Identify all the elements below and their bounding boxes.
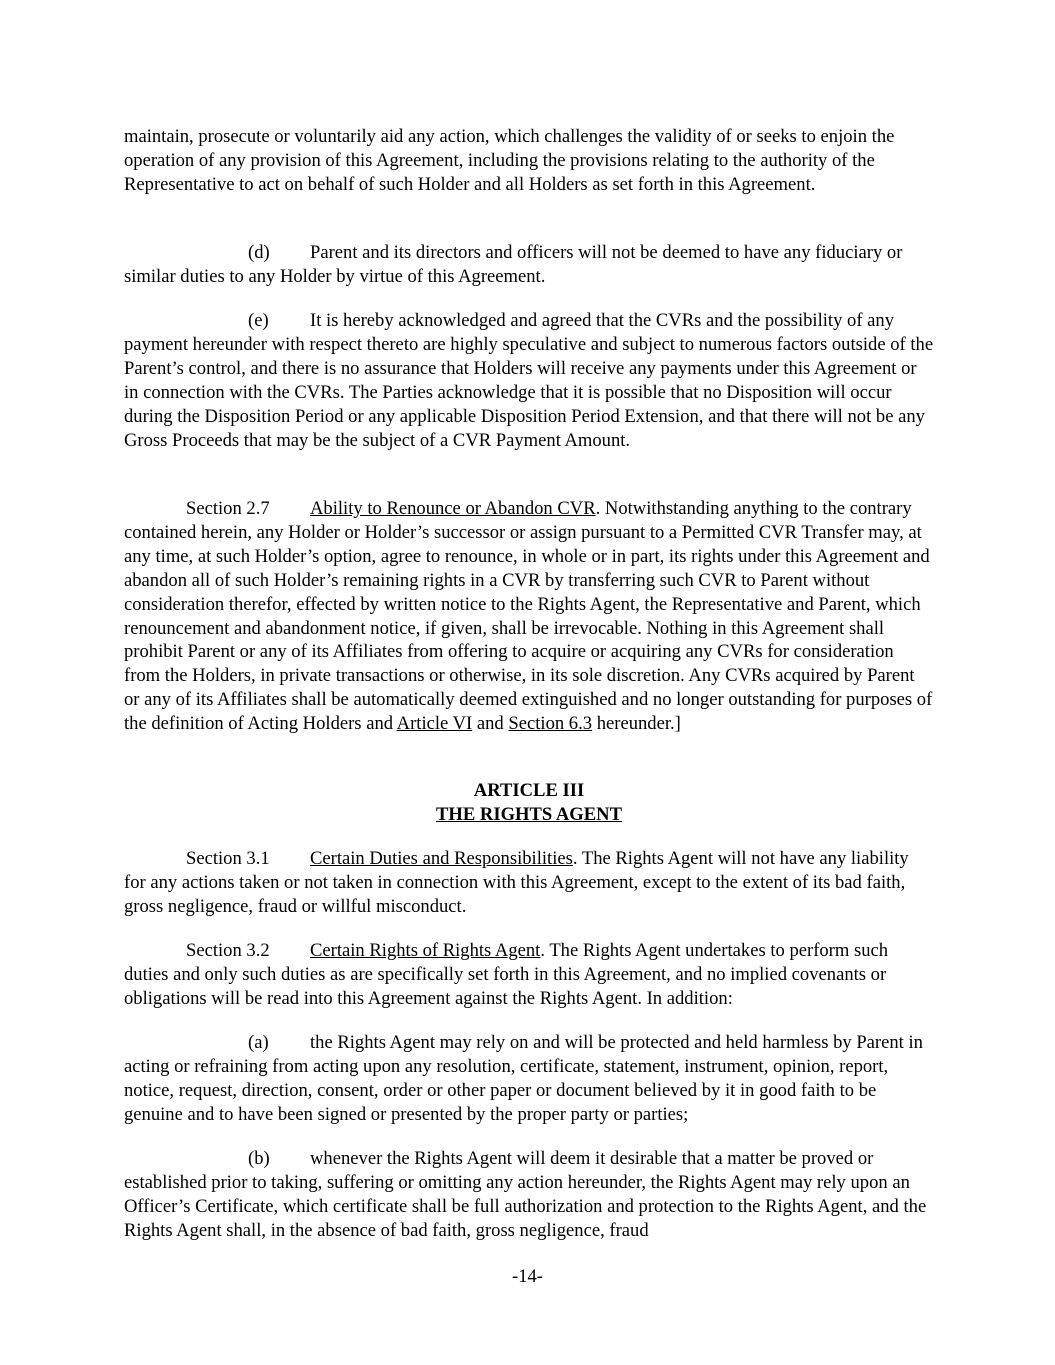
paragraph-3-2-a-text: the Rights Agent may rely on and will be protected and held harmless by Parent in acting or refraining from acting upon any resolution, certificate, statement, instrument, opinion, report, notice, request, direction, consent, order or other paper or document believed by it in good faith to be genuine and to have been signed or presented by the proper party or parties; [124, 1032, 923, 1125]
paragraph-3-2-b-marker: (b) [248, 1148, 270, 1169]
section-2-7-title: Ability to Renounce or Abandon CVR [310, 498, 596, 519]
paragraph-3-2-b [124, 1147, 934, 1243]
paragraph-e-marker: (e) [248, 310, 269, 331]
page-number: -14- [512, 1266, 543, 1287]
paragraph-d [124, 241, 934, 289]
paragraph-d-marker: (d) [248, 242, 270, 263]
section-2-7 [124, 497, 934, 736]
section-6-3-reference: Section 6.3 [508, 713, 593, 735]
article-number: ARTICLE III [473, 780, 585, 801]
paragraph-3-2-b-text: whenever the Rights Agent will deem it desirable that a matter be proved or established prior to taking, suffering or omitting any action hereunder, the Rights Agent may rely upon an Officer’s Certificate, which certificate shall be full authorization and protection to the Rights Agent, and the Rights Agent shall, in the absence of bad faith, gross negligence, fraud [124, 1148, 927, 1241]
paragraph-3-2-a-marker: (a) [248, 1032, 269, 1053]
section-3-1 [124, 847, 934, 919]
continuation-text: maintain, prosecute or voluntarily aid any action, which challenges the validity of or seeks to enjoin the operation of any provision of this Agreement, including the provisions relating to the authority of the Representative to act on behalf of such Holder and all Holders as set forth in this Agreement. [124, 126, 895, 195]
paragraph-3-2-a [124, 1031, 934, 1127]
section-3-2-text: . The Rights Agent undertakes to perform such duties and only such duties as are specifically set forth in this Agreement, and no implied covenants or obligations will be read into this Agreement against the Rights Agent. In addition: [124, 940, 889, 1009]
article-title: THE RIGHTS AGENT [436, 803, 622, 825]
section-2-7-text-1: Notwithstanding anything to the contrary contained herein, any Holder or Holder’s successor or assign pursuant to a Permitted CVR Transfer may, at any time, at such Holder’s option, agree to renounce, in whole or in part, its rights under this Agreement and abandon all of such Holder’s remaining rights in a CVR by transferring such CVR to Parent without consideration therefor, effected by written notice to the Rights Agent, the Representative and Parent, which renouncement and abandonment notice, if given, shall be irrevocable. Nothing in this Agreement shall prohibit Parent or any of its Affiliates from offering to acquire or acquiring any CVRs for consideration from the Holders, in private transactions or otherwise, in its sole discretion. Any CVRs acquired by Parent or any of its Affiliates shall be automatically deemed extinguished and no longer outstanding for purposes of the definition of Acting Holders and [124, 498, 933, 735]
article-vi-reference: Article VI [396, 713, 473, 735]
section-3-1-number: Section 3.1 [186, 848, 270, 869]
section-3-1-title: Certain Duties and Responsibilities [310, 848, 573, 869]
section-3-2-title: Certain Rights of Rights Agent [310, 940, 541, 961]
section-3-2 [124, 939, 934, 1011]
section-2-7-title-end: . [595, 498, 601, 519]
paragraph-d-text: Parent and its directors and officers will not be deemed to have any fiduciary or similar duties to any Holder by virtue of this Agreement. [124, 242, 903, 287]
section-2-7-text-3: hereunder.] [592, 713, 681, 735]
paragraph-e [124, 309, 934, 452]
section-3-2-number: Section 3.2 [186, 940, 270, 961]
section-3-1-text: . The Rights Agent will not have any liability for any actions taken or not taken in connection with this Agreement, except to the extent of its bad faith, gross negligence, fraud or willful misconduct. [124, 848, 909, 917]
section-2-7-number: Section 2.7 [186, 498, 270, 519]
article-heading [124, 779, 934, 827]
paragraph-e-text: It is hereby acknowledged and agreed that the CVRs and the possibility of any payment hereunder with respect thereto are highly speculative and subject to numerous factors outside of the Parent’s control, and there is no assurance that Holders will receive any payments under this Agreement or in connection with the CVRs. The Parties acknowledge that it is possible that no Disposition will occur during the Disposition Period or any applicable Disposition Period Extension, and that there will not be any Gross Proceeds that may be the subject of a CVR Payment Amount. [124, 310, 934, 451]
section-2-7-text-2: and [472, 713, 509, 735]
continuation-paragraph [124, 125, 934, 197]
